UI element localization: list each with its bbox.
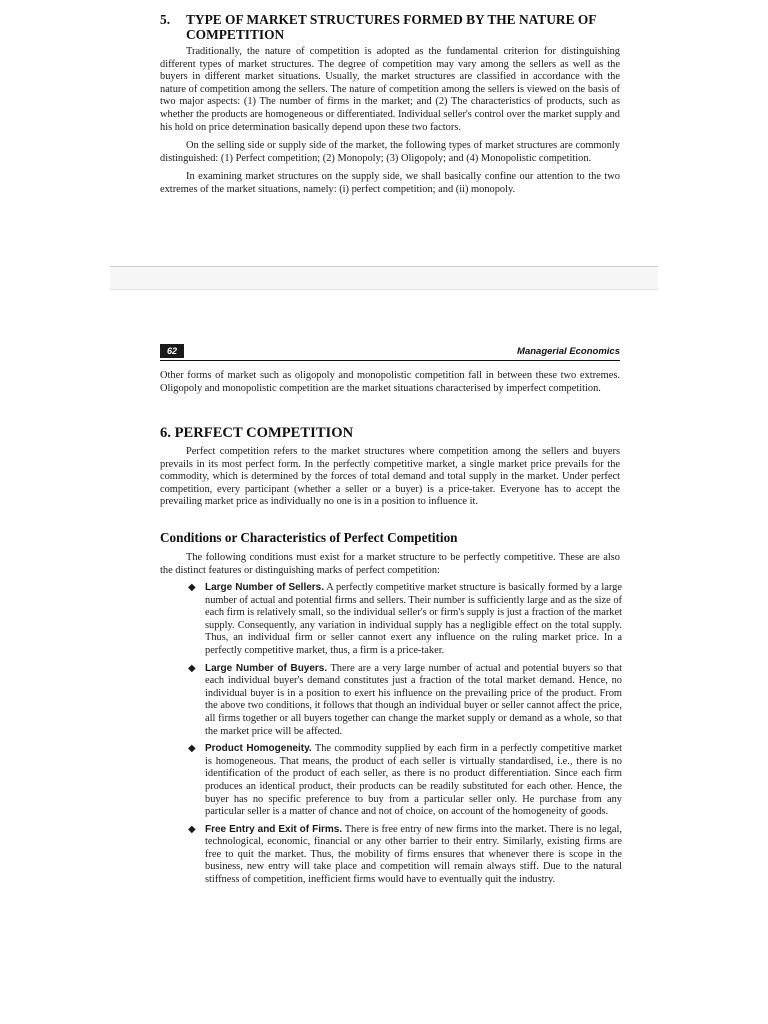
section-5-title: TYPE OF MARKET STRUCTURES FORMED BY THE NATURE OF COMPETITION	[186, 12, 596, 42]
list-item-text: There is free entry of new firms into the market. There is no legal, technological, economic, financial or any other barrier to their entry. Similarly, existing firms are free to quit the market. Thus, the mobility of firms ensures that whenever there is scope in the business, new entry will take place and competition will remain always stiff. Due to the natural stiffness of competition, inefficient firms would have to eventually quit the industry.	[205, 823, 622, 886]
conditions-intro-block	[160, 552, 620, 577]
diamond-bullet-icon: ◆	[188, 743, 196, 755]
list-item-lead: Product Homogeneity.	[205, 743, 312, 755]
section-6-body	[160, 446, 620, 509]
section-5-number: 5.	[160, 12, 171, 27]
diamond-bullet-icon: ◆	[188, 582, 196, 593]
list-item	[188, 743, 622, 819]
list-item	[188, 582, 622, 658]
diamond-bullet-icon: ◆	[188, 823, 196, 835]
diamond-bullet-icon: ◆	[188, 662, 196, 674]
conditions-list	[188, 582, 622, 892]
continuation-block	[160, 370, 620, 395]
list-item-text: There are a very large number of actual and potential buyers so that each individual buyer's demand constitutes just a fraction of the total market demand. Hence, no individual buyer is in a position to exert his influence on the prevailing price of the product. From the above two conditions, it follows that though an individual buyer or seller cannot affect the price, all firms together or all buyers together can change the market supply or demand as a whole, so that the market price will be affected.	[205, 662, 622, 737]
running-head	[160, 344, 620, 361]
list-item	[188, 663, 622, 739]
section-5-body	[160, 46, 620, 197]
section-6-heading: 6. PERFECT COMPETITION	[160, 425, 354, 441]
conditions-heading: Conditions or Characteristics of Perfect Competition	[160, 530, 458, 545]
book-title: Managerial Economics	[517, 346, 620, 357]
section-5-heading	[160, 12, 630, 42]
page-break-divider	[110, 266, 658, 290]
list-item-lead: Large Number of Buyers.	[205, 662, 328, 674]
list-item-lead: Free Entry and Exit of Firms.	[205, 823, 343, 835]
section-6-paragraph: Perfect competition refers to the market structures where competition among the sellers and buyers prevails in its most perfect form. In the perfectly competitive market, a single market price prevails for the commodity, which is determined by the forces of total demand and total supply in the market. Under perfect competition, every participant (whether a seller or a buyer) is a price-taker. Everyone has to accept the prevailing market price as individually no one is in a position to influence it.	[160, 446, 620, 508]
section-5-paragraph-2: On the selling side or supply side of the market, the following types of market structures are commonly distinguished: (1) Perfect competition; (2) Monopoly; (3) Oligopoly; and (4) Monopolistic competition.	[160, 140, 620, 164]
continuation-paragraph: Other forms of market such as oligopoly and monopolistic competition fall in between these two extremes. Oligopoly and monopolistic competition are the market situations characterised by imperfect competition.	[160, 370, 620, 394]
list-item	[188, 824, 622, 887]
list-item-text: The commodity supplied by each firm in a perfectly competitive market is homogeneous. That means, the product of each seller is virtually standardised, i.e., there is no identification of the product of each seller, as there is no product differentiation. Since each firm produces an identical product, their products can be readily substituted for each other. Hence, the buyer has no specific preference to buy from a particular seller only. He purchase from any particular seller is a matter of chance and not of choice, on account of the homogeneity of goods.	[205, 743, 622, 818]
list-item-lead: Large Number of Sellers.	[205, 582, 325, 593]
list-item-text: A perfectly competitive market structure is basically formed by a large number of actual and potential firms and sellers. Their number is sufficiently large and as the size of each firm is relatively small, so the individual seller's or firm's supply is just a fraction of the market supply. Consequently, any variation in individual supply has a negligible effect on the total supply. Thus, an individual firm or seller cannot exert any influence on the ruling market price. In a perfectly competitive market, thus, a firm is a price-taker.	[205, 582, 622, 656]
conditions-intro: The following conditions must exist for a market structure to be perfectly competitive. These are also the distinct features or distinguishing marks of perfect competition:	[160, 552, 620, 576]
section-5-paragraph-1: Traditionally, the nature of competition is adopted as the fundamental criterion for distinguishing different types of market structures. The degree of competition may vary among the sellers as well as the buyers in different market situations. Usually, the market structures are classified in accordance with the nature of competition among the sellers. The nature of competition among the sellers is viewed on the basis of two major aspects: (1) The number of firms in the market; and (2) The characteristics of products, such as whether the products are homogeneous or differentiated. Individual seller's control over the market supply and his hold on price determination basically depend upon these two factors.	[160, 46, 620, 133]
section-5-paragraph-3: In examining market structures on the supply side, we shall basically confine our attention to the two extremes of the market situations, namely: (i) perfect competition; and (ii) monopoly.	[160, 171, 620, 195]
page-number: 62	[160, 344, 184, 358]
